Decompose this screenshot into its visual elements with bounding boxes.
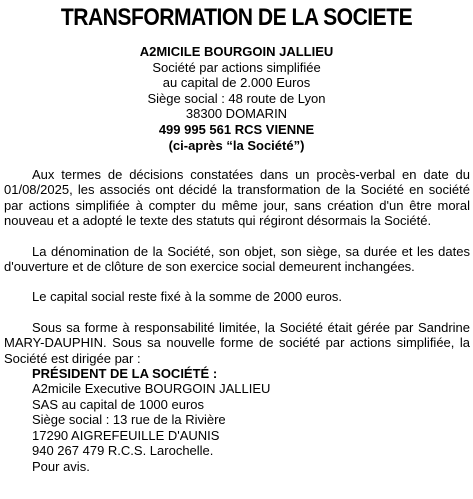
company-city: 38300 DOMARIN	[185, 106, 288, 122]
paragraph-capital: Le capital social reste fixé à la somme de 2000 euros.	[32, 289, 343, 305]
president-heading: PRÉSIDENT DE LA SOCIÉTÉ :	[32, 366, 218, 382]
company-rcs: 499 995 561 RCS VIENNE	[158, 121, 315, 137]
paragraph-management: Sous sa forme à responsabilité limitée, la Société était gérée par Sandrine MARY-DAUPHIN. Sous sa nouvelle forme de société par actions simplifiée, la Société est dirigée par :	[4, 319, 470, 366]
president-block	[4, 366, 470, 474]
president-address: Siège social : 13 rue de la Rivière	[32, 412, 226, 428]
paragraph-transformation: Aux termes de décisions constatées dans un procès-verbal en date du 01/08/2025, les associés ont décidé la transformation de la Société en société par actions simplifiée à compter du même jour, sans création d'un être moral nouveau et a adopté le texte des statuts qui régiront désormais la Société.	[4, 167, 470, 229]
company-header	[0, 44, 473, 153]
closing-line: Pour avis.	[32, 458, 90, 474]
president-city: 17290 AIGREFEUILLE D'AUNIS	[32, 427, 220, 443]
company-alias: (ci-après “la Société”)	[168, 137, 305, 153]
president-rcs: 940 267 479 R.C.S. Larochelle.	[32, 443, 214, 459]
president-name: A2micile Executive BOURGOIN JALLIEU	[32, 381, 271, 397]
president-capital: SAS au capital de 1000 euros	[32, 396, 205, 412]
company-capital: au capital de 2.000 Euros	[162, 75, 311, 91]
company-form: Société par actions simplifiée	[152, 59, 321, 75]
notice-body	[4, 167, 470, 474]
notice-title: TRANSFORMATION DE LA SOCIETE	[60, 4, 413, 31]
paragraph-unchanged: La dénomination de la Société, son objet, son siège, sa durée et les dates d'ouverture et de clôture de son exercice social demeurent inchangées.	[4, 243, 470, 275]
company-address: Siège social : 48 route de Lyon	[147, 90, 326, 106]
company-name: A2MICILE BOURGOIN JALLIEU	[139, 44, 334, 59]
